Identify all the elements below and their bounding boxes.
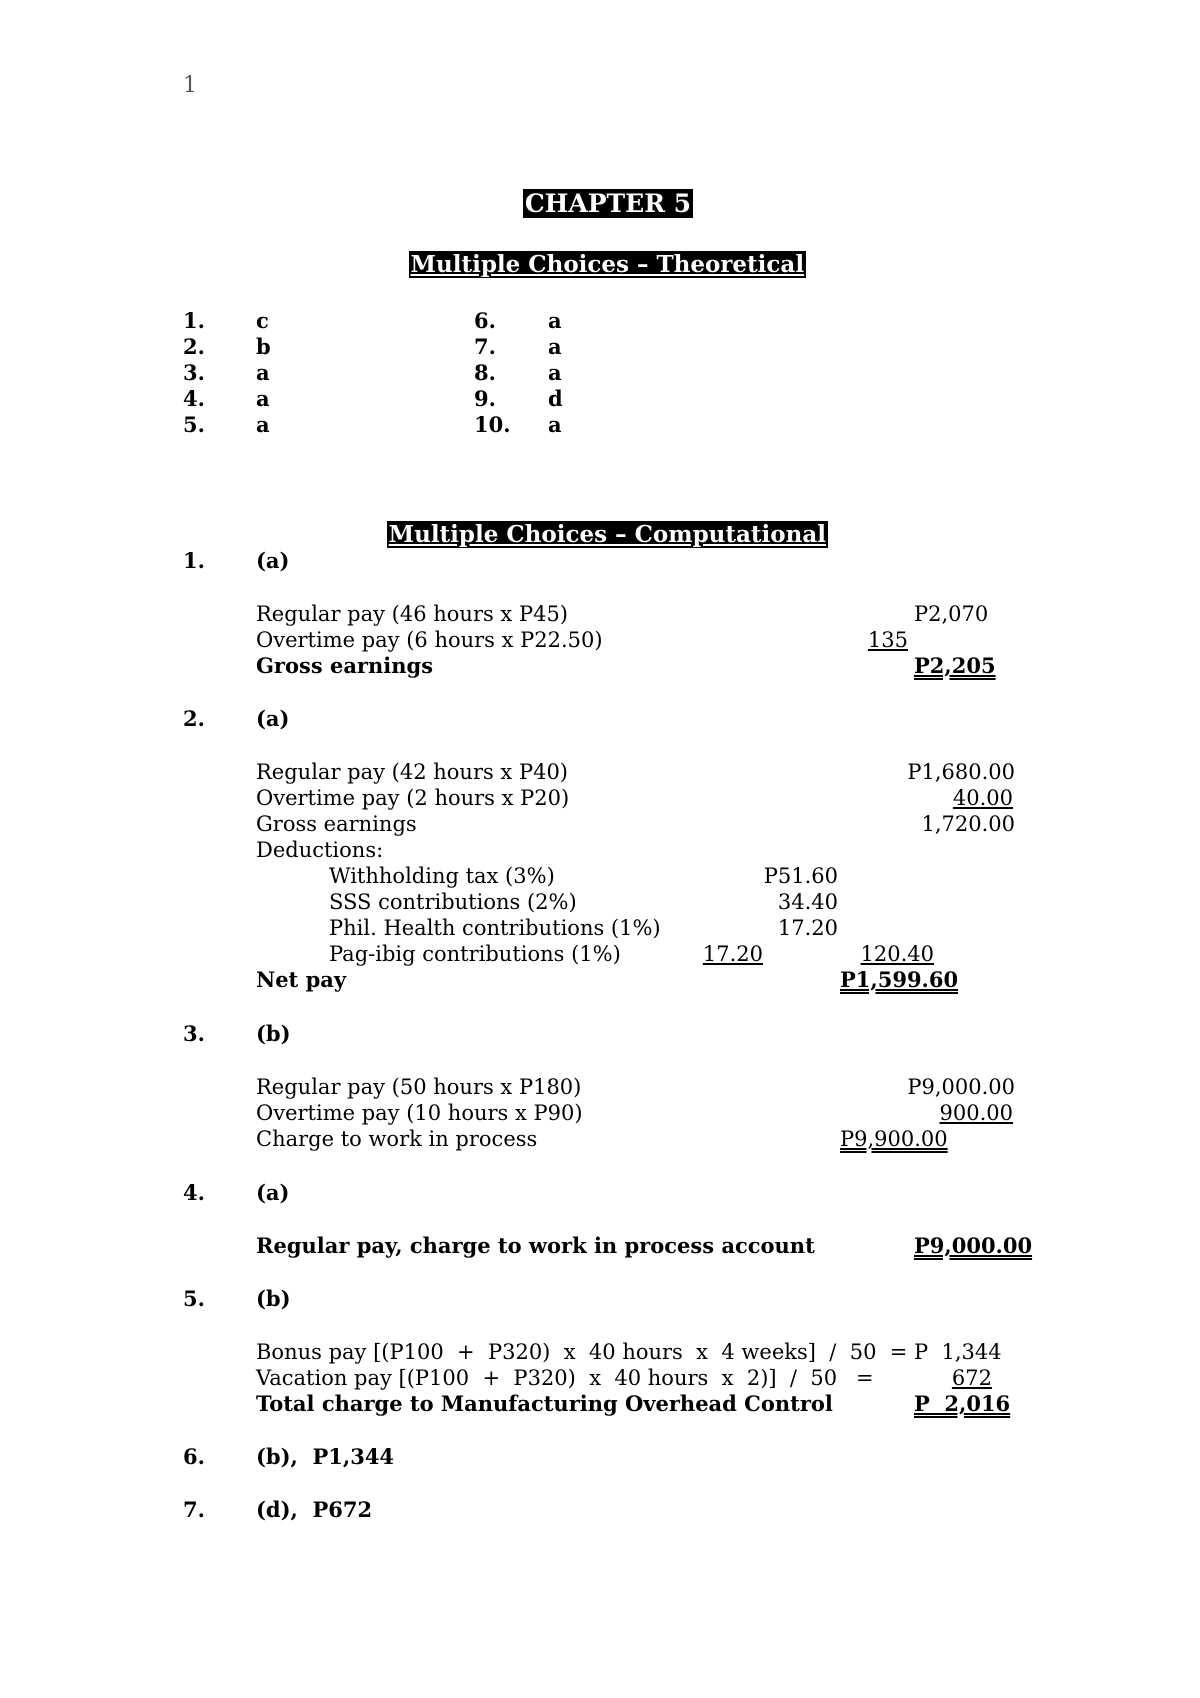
answer-letter: c (256, 308, 269, 333)
answer-num: 10. (474, 412, 511, 437)
answer-letter: a (256, 412, 270, 437)
deductions-label: Deductions: (256, 838, 384, 862)
net-pay-label: Net pay (256, 967, 347, 992)
problem-answer: (a) (256, 1180, 290, 1205)
regular-pay-amount: P1,680.00 (907, 760, 1015, 784)
answer-num: 6. (474, 308, 496, 333)
charge-label: Regular pay, charge to work in process account (256, 1233, 815, 1258)
deductions-total: 120.40 (860, 942, 934, 966)
vacation-pay-equals: = (856, 1366, 874, 1390)
chapter-heading (0, 156, 1200, 220)
vacation-pay-label: Vacation pay [(P100 + P320) x 40 hours x 2)] / 50 (256, 1366, 838, 1390)
charge-amount: P9,900.00 (840, 1127, 948, 1151)
overtime-pay-amount: 135 (867, 628, 908, 652)
answer-num: 4. (183, 386, 205, 411)
problem-num: 1. (183, 548, 205, 573)
problem-num: 7. (183, 1497, 205, 1522)
problem-num: 5. (183, 1286, 205, 1311)
charge-label: Charge to work in process (256, 1127, 538, 1151)
answer-num: 5. (183, 412, 205, 437)
bonus-pay-amount: P 1,344 (914, 1340, 1002, 1364)
problem-answer: (a) (256, 548, 290, 573)
theoretical-title: Multiple Choices – Theoretical (410, 251, 805, 278)
answer-num: 2. (183, 334, 205, 359)
problem-answer: (b) (256, 1286, 291, 1311)
gross-earnings-label: Gross earnings (256, 653, 434, 678)
regular-pay-label: Regular pay (50 hours x P180) (256, 1075, 582, 1099)
total-charge-amount: P 2,016 (914, 1391, 1011, 1416)
problem-num: 2. (183, 706, 205, 731)
answer-letter: a (256, 360, 270, 385)
problem-answer: (b), P1,344 (256, 1444, 395, 1469)
answer-letter: a (548, 308, 562, 333)
bonus-pay-label: Bonus pay [(P100 + P320) x 40 hours x 4 weeks] / 50 = (256, 1340, 908, 1364)
vacation-pay-amount: 672 (951, 1366, 992, 1390)
problem-answer: (b) (256, 1021, 291, 1046)
answer-num: 3. (183, 360, 205, 385)
answer-num: 9. (474, 386, 496, 411)
computational-heading (0, 490, 1200, 550)
total-charge-label: Total charge to Manufacturing Overhead Control (256, 1391, 833, 1416)
regular-pay-amount: P9,000.00 (907, 1075, 1015, 1099)
regular-pay-label: Regular pay (42 hours x P40) (256, 760, 568, 784)
answer-letter: a (548, 334, 562, 359)
problem-answer: (d), P672 (256, 1497, 373, 1522)
answer-letter: a (256, 386, 270, 411)
answer-letter: a (548, 360, 562, 385)
withholding-tax-label: Withholding tax (3%) (329, 864, 555, 888)
gross-earnings-amount: P2,205 (914, 653, 996, 678)
sss-amount: 34.40 (777, 890, 838, 914)
charge-amount: P9,000.00 (914, 1233, 1033, 1258)
gross-earnings-label: Gross earnings (256, 812, 417, 836)
answer-letter: a (548, 412, 562, 437)
answer-num: 7. (474, 334, 496, 359)
pagibig-amount: 17.20 (702, 942, 763, 966)
problem-num: 4. (183, 1180, 205, 1205)
overtime-pay-label: Overtime pay (6 hours x P22.50) (256, 628, 603, 652)
withholding-tax-amount: P51.60 (763, 864, 838, 888)
overtime-pay-amount: 40.00 (952, 786, 1013, 810)
answer-letter: d (548, 386, 563, 411)
theoretical-heading (0, 220, 1200, 280)
regular-pay-label: Regular pay (46 hours x P45) (256, 602, 568, 626)
regular-pay-amount: P2,070 (914, 602, 989, 626)
problem-num: 6. (183, 1444, 205, 1469)
gross-earnings-amount: 1,720.00 (921, 812, 1015, 836)
chapter-title: CHAPTER 5 (524, 189, 692, 218)
computational-title: Multiple Choices – Computational (388, 521, 826, 548)
philhealth-label: Phil. Health contributions (1%) (329, 916, 661, 940)
overtime-pay-label: Overtime pay (2 hours x P20) (256, 786, 570, 810)
sss-label: SSS contributions (2%) (329, 890, 577, 914)
overtime-pay-label: Overtime pay (10 hours x P90) (256, 1101, 583, 1125)
net-pay-amount: P1,599.60 (840, 967, 959, 992)
philhealth-amount: 17.20 (777, 916, 838, 940)
problem-num: 3. (183, 1021, 205, 1046)
answer-num: 1. (183, 308, 205, 333)
problem-answer: (a) (256, 706, 290, 731)
answer-letter: b (256, 334, 271, 359)
answer-num: 8. (474, 360, 496, 385)
page-number: 1 (183, 73, 197, 98)
pagibig-label: Pag-ibig contributions (1%) (329, 942, 621, 966)
overtime-pay-amount: 900.00 (939, 1101, 1013, 1125)
